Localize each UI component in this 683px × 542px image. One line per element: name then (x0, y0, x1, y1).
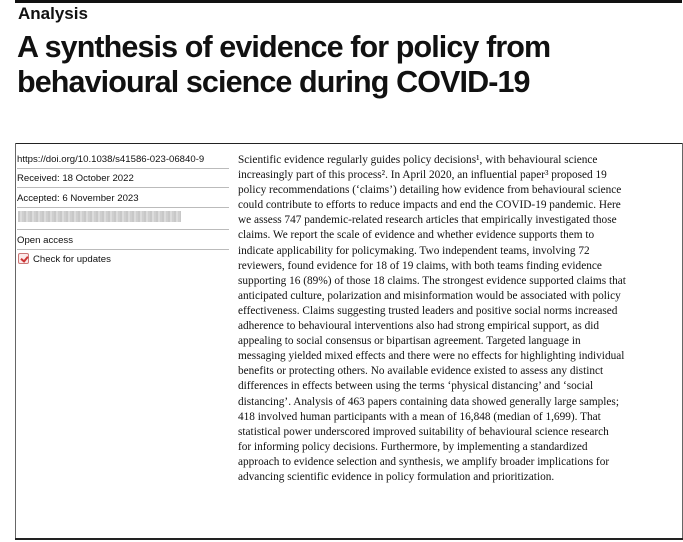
meta-divider (17, 229, 229, 230)
accepted-date: Accepted: 6 November 2023 (17, 193, 139, 204)
abstract-line: reviewers, found evidence for 18 of 19 claims, with both teams finding evidence (238, 259, 602, 272)
abstract-line: differences in effects between using the terms ‘physical distancing’ and ‘social (238, 380, 594, 393)
abstract-line: policy recommendations (‘claims’) detailing how evidence from behavioural science (238, 184, 622, 197)
doi-link[interactable]: https://doi.org/10.1038/s41586-023-06840-9 (17, 154, 205, 165)
abstract-line: supporting 16 (89%) of those 18 claims. The strongest evidence supported claims that (238, 274, 626, 287)
section-label: Analysis (18, 4, 88, 23)
abstract-line: appealing to social consensus or bipartisan agreement. Targeted language in (238, 335, 581, 348)
abstract-line: claims. We report the scale of evidence and whether evidence supports them to (238, 229, 595, 242)
abstract-line: messaging yielded mixed effects and there were no effects for highlighting individual (238, 350, 625, 363)
abstract-line: indicate applicability for policymaking. Two independent teams, involving 72 (238, 244, 590, 257)
top-rule (15, 0, 682, 3)
abstract (238, 153, 670, 485)
abstract-line: anticipated culture, polarization and misinformation would be associated with policy (238, 289, 621, 302)
abstract-line: advancing scientific evidence in policy formulation and prioritization. (238, 470, 555, 483)
title-line: A synthesis of evidence for policy from (17, 30, 551, 64)
abstract-line: increasingly part of this process². In April 2020, an influential paper³ proposed 19 (238, 169, 607, 182)
redacted-text (18, 211, 181, 222)
abstract-line: distancing’. Analysis of 463 papers containing data showed generally large samples; (238, 395, 619, 408)
abstract-line: benefits or protecting others. No available evidence existed to assess any distinct (238, 365, 604, 378)
abstract-line: we assess 747 pandemic-related research articles that empirically investigated those (238, 214, 617, 227)
abstract-line: effectiveness. Claims suggesting trusted leaders and positive social norms increased (238, 304, 618, 317)
meta-divider (17, 207, 229, 208)
abstract-line: approach to evidence selection and synthesis, we amplify broader implications for (238, 455, 610, 468)
meta-divider (17, 249, 229, 250)
header-divider (15, 143, 683, 144)
abstract-line: statistical power underscored improved suitability of behavioural science research (238, 425, 609, 438)
received-date: Received: 18 October 2022 (17, 173, 134, 184)
check-for-updates-icon[interactable] (18, 253, 29, 264)
meta-divider (17, 168, 229, 169)
abstract-line: for informing policy decisions. Furthermore, by implementing a standardized (238, 440, 588, 453)
abstract-line: 418 involved human participants with a mean of 16,848 (median of 1,699). That (238, 410, 601, 423)
article-title (17, 30, 667, 100)
abstract-line: adherence to behavioural interventions also had strong empirical support, as did (238, 320, 600, 333)
open-access-label: Open access (17, 235, 73, 246)
abstract-line: could contribute to efforts to reduce impacts and end the COVID-19 pandemic. Here (238, 199, 621, 212)
abstract-line: Scientific evidence regularly guides policy decisions¹, with behavioural science (238, 154, 598, 166)
meta-divider (17, 187, 229, 188)
check-for-updates-link[interactable]: Check for updates (33, 254, 111, 265)
title-line: behavioural science during COVID-19 (17, 65, 530, 99)
bottom-rule (15, 538, 683, 540)
left-border (15, 143, 16, 538)
